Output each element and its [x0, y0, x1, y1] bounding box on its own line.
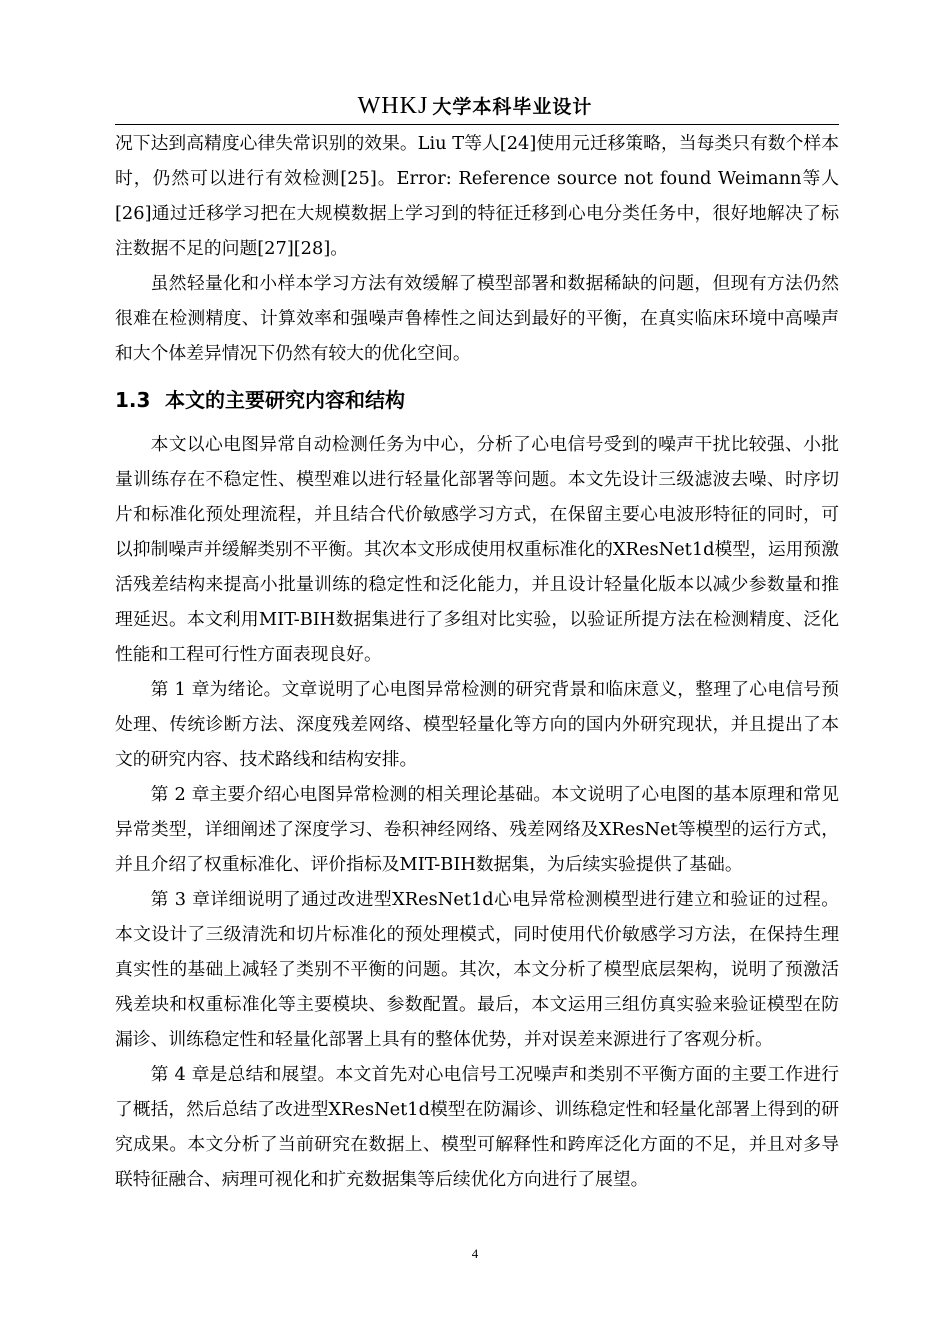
body-content [115, 126, 839, 1197]
section-number: 1.3 [115, 388, 151, 412]
paragraph: 第 4 章是总结和展望。本文首先对心电信号工况噪声和类别不平衡方面的主要工作进行了概括，然后总结了改进型XResNet1d模型在防漏诊、训练稳定性和轻量化部署上得到的研究成果。本文分析了当前研究在数据上、模型可解释性和跨库泛化方面的不足，并且对多导联特征融合、病理可视化和扩充数据集等后续优化方向进行了展望。 [115, 1064, 839, 1190]
paragraph: 第 2 章主要介绍心电图异常检测的相关理论基础。本文说明了心电图的基本原理和常见异常类型，详细阐述了深度学习、卷积神经网络、残差网络及XResNet等模型的运行方式，并且介绍了权重标准化、评价指标及MIT-BIH数据集，为后续实验提供了基础。 [115, 784, 839, 875]
header-rule [115, 124, 839, 125]
paragraph: 第 3 章详细说明了通过改进型XResNet1d心电异常检测模型进行建立和验证的过程。本文设计了三级清洗和切片标准化的预处理模式，同时使用代价敏感学习方法，在保持生理真实性的基础上减轻了类别不平衡的问题。其次，本文分析了模型底层架构，说明了预激活残差块和权重标准化等主要模块、参数配置。最后，本文运用三组仿真实验来验证模型在防漏诊、训练稳定性和轻量化部署上具有的整体优势，并对误差来源进行了客观分析。 [115, 889, 839, 1050]
paragraph: 本文以心电图异常自动检测任务为中心，分析了心电信号受到的噪声干扰比较强、小批量训练存在不稳定性、模型难以进行轻量化部署等问题。本文先设计三级滤波去噪、时序切片和标准化预处理流程，并且结合代价敏感学习方式，在保留主要心电波形特征的同时，可以抑制噪声并缓解类别不平衡。其次本文形成使用权重标准化的XResNet1d模型，运用预激活残差结构来提高小批量训练的稳定性和泛化能力，并且设计轻量化版本以减少参数量和推理延迟。本文利用MIT-BIH数据集进行了多组对比实验，以验证所提方法在检测精度、泛化性能和工程可行性方面表现良好。 [115, 434, 839, 665]
page-header [0, 88, 950, 124]
section-heading [115, 381, 839, 419]
paragraph: 况下达到高精度心律失常识别的效果。Liu T等人[24]使用元迁移策略，当每类只有数个样本时，仍然可以进行有效检测[25]。Error: Reference source not found Weimann等人[26]通过迁移学习把在大规模数据上学习到的特征迁移到心电分类任务中，很好地解决了标注数据不足的问题[27][28]。 [115, 133, 839, 259]
paragraph: 第 1 章为绪论。文章说明了心电图异常检测的研究背景和临床意义，整理了心电信号预处理、传统诊断方法、深度残差网络、模型轻量化等方向的国内外研究现状，并且提出了本文的研究内容、技术路线和结构安排。 [115, 679, 839, 770]
page-number: 4 [471, 1246, 479, 1261]
section-title: 本文的主要研究内容和结构 [165, 388, 405, 412]
header-school: WHKJ [357, 93, 429, 119]
header-subtitle: 大学本科毕业设计 [432, 96, 593, 118]
paragraph: 虽然轻量化和小样本学习方法有效缓解了模型部署和数据稀缺的问题，但现有方法仍然很难在检测精度、计算效率和强噪声鲁棒性之间达到最好的平衡，在真实临床环境中高噪声和大个体差异情况下仍然有较大的优化空间。 [115, 273, 839, 364]
